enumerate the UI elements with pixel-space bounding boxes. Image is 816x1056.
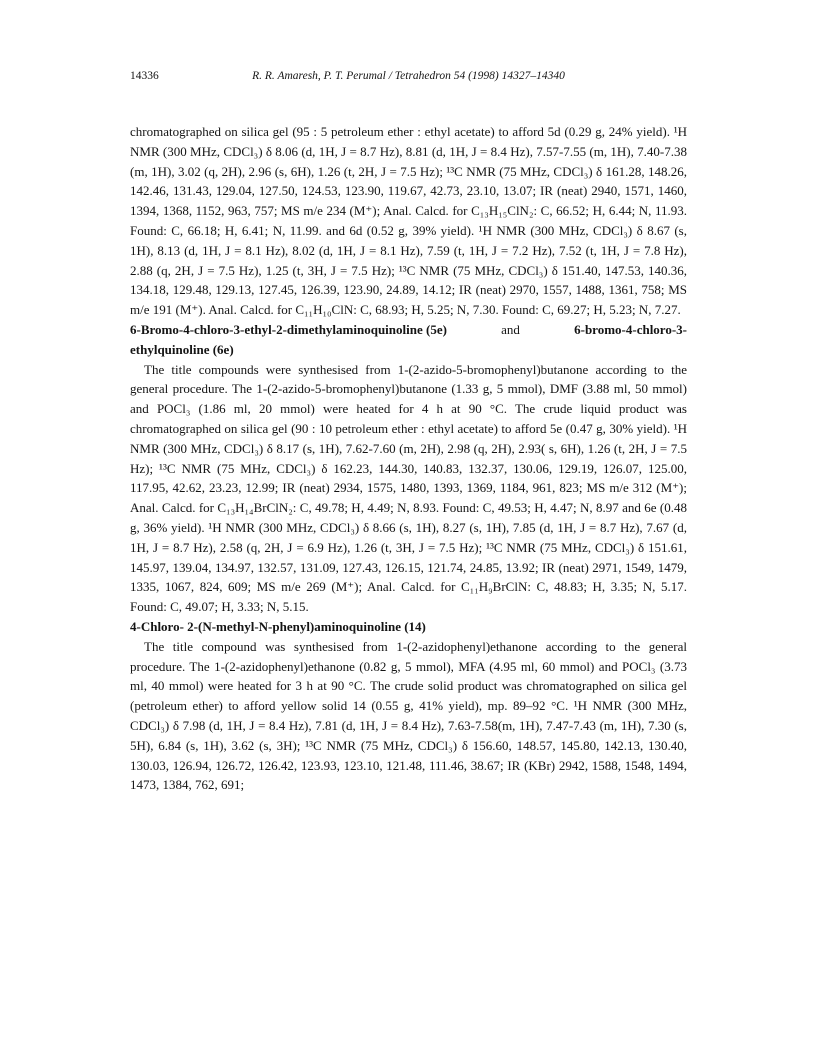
heading-6e-part2: ethylquinoline (6e) <box>130 341 234 357</box>
paper-page <box>130 70 687 795</box>
paragraph-14-procedure: The title compound was synthesised from 1-(2-azidophenyl)ethanone according to the general procedure. The 1-(2-azidophenyl)ethanone (0.82 g, 5 mmol), MFA (4.95 ml, 60 mmol) and POCl₃ (3.73 ml, 40 mmol) were heated for 3 h at 90 °C. The crude solid product was chromatographed on silica gel (petroleum ether) to afford yellow solid 14 (0.55 g, 41% yield), mp. 89–92 °C. ¹H NMR (300 MHz, CDCl₃) δ 7.98 (d, 1H, J = 8.4 Hz), 7.81 (d, 1H, J = 8.4 Hz), 7.63-7.58(m, 1H), 7.47-7.43 (m, 1H), 7.30 (s, 5H), 6.84 (s, 1H), 3.62 (s, 3H); ¹³C NMR (75 MHz, CDCl₃) δ 156.60, 148.57, 145.80, 142.13, 130.40, 130.03, 126.94, 126.72, 126.42, 123.93, 123.10, 121.48, 111.46, 38.67; IR (KBr) 2942, 1588, 1548, 1494, 1473, 1384, 762, 691; <box>130 638 687 793</box>
heading-and: and <box>501 321 520 337</box>
article-body <box>130 122 687 795</box>
paragraph-5d-6d-characterization: chromatographed on silica gel (95 : 5 petroleum ether : ethyl acetate) to afford 5d (0.29 g, 24% yield). ¹H NMR (300 MHz, CDCl₃) δ 8.06 (d, 1H, J = 8.7 Hz), 8.81 (d, 1H, J = 8.4 Hz), 7.57-7.55 (m, 1H), 7.40-7.38 (m, 1H), 3.02 (q, 2H), 2.96 (s, 6H), 1.26 (t, 2H, J = 7.5 Hz); ¹³C NMR (75 MHz, CDCl₃) δ 161.28, 148.26, 142.46, 131.43, 129.04, 127.50, 124.53, 123.90, 119.67, 42.73, 23.10, 13.07; IR (neat) 2940, 1571, 1460, 1394, 1368, 1152, 963, 757; MS m/e 234 (M⁺); Anal. Calcd. for C₁₃H₁₅ClN₂: C, 66.52; H, 6.44; N, 11.93. Found: C, 66.18; H, 6.41; N, 11.99. and 6d (0.52 g, 39% yield). ¹H NMR (300 MHz, CDCl₃) δ 8.67 (s, 1H), 8.13 (d, 1H, J = 8.1 Hz), 8.02 (d, 1H, J = 8.1 Hz), 7.59 (t, 1H, J = 7.2 Hz), 7.52 (t, 1H, J = 7.8 Hz), 2.88 (q, 2H, J = 7.5 Hz), 1.25 (t, 3H, J = 7.5 Hz); ¹³C NMR (75 MHz, CDCl₃) δ 151.40, 147.53, 140.36, 134.18, 129.48, 129.13, 127.45, 126.39, 123.90, 24.89, 14.12; IR (neat) 2970, 1557, 1488, 1361, 758; MS m/e 191 (M⁺). Anal. Calcd. for C₁₁H₁₀ClN: C, 68.93; H, 5.25; N, 7.30. Found: C, 69.27; H, 5.23; N, 7.27. <box>130 124 687 318</box>
page-number: 14336 <box>130 70 159 82</box>
section-heading-5e-6e <box>130 320 687 360</box>
journal-citation-header: R. R. Amaresh, P. T. Perumal / Tetrahedron 54 (1998) 14327–14340 <box>252 70 565 82</box>
running-header <box>130 70 687 90</box>
heading-5e: 6-Bromo-4-chloro-3-ethyl-2-dimethylaminoquinoline (5e) <box>130 321 447 337</box>
section-heading-14: 4-Chloro- 2-(N-methyl-N-phenyl)aminoquinoline (14) <box>130 618 426 634</box>
paragraph-5e-6e-procedure: The title compounds were synthesised from 1-(2-azido-5-bromophenyl)butanone according to the general procedure. The 1-(2-azido-5-bromophenyl)butanone (1.33 g, 5 mmol), DMF (3.88 ml, 50 mmol) and POCl₃ (1.86 ml, 20 mmol) were heated for 4 h at 90 °C. The crude liquid product was chromatographed on silica gel (90 : 10 petroleum ether : ethyl acetate) to afford 5e (0.47 g, 30% yield). ¹H NMR (300 MHz, CDCl₃) δ 8.17 (s, 1H), 7.62-7.60 (m, 2H), 2.98 (q, 2H), 2.93( s, 6H), 1.26 (t, 2H, J = 7.5 Hz); ¹³C NMR (75 MHz, CDCl₃) δ 162.23, 144.30, 140.83, 132.37, 130.06, 129.19, 126.07, 125.00, 117.95, 42.62, 23.23, 12.99; IR (neat) 2934, 1575, 1480, 1393, 1369, 1184, 961, 823; MS m/e 312 (M⁺); Anal. Calcd. for C₁₃H₁₄BrClN₂: C, 49.78; H, 4.49; N, 8.93. Found: C, 49.53; H, 4.47; N, 8.97 and 6e (0.48 g, 36% yield). ¹H NMR (300 MHz, CDCl₃) δ 8.66 (s, 1H), 8.27 (s, 1H), 7.85 (d, 1H, J = 8.7 Hz), 7.67 (d, 1H, J = 8.7 Hz), 2.58 (q, 2H, J = 6.9 Hz), 1.26 (t, 3H, J = 7.5 Hz); ¹³C NMR (75 MHz, CDCl₃) δ 151.61, 145.97, 139.04, 134.97, 132.57, 131.09, 127.43, 126.15, 121.74, 24.85, 13.92; IR (neat) 2971, 1549, 1479, 1335, 1067, 824, 609; MS m/e 269 (M⁺); Anal. Calcd. for C₁₁H₉BrClN: C, 48.83; H, 3.35; N, 5.17. Found: C, 49.07; H, 3.33; N, 5.15. <box>130 361 687 615</box>
heading-6e-part1: 6-bromo-4-chloro-3- <box>574 321 687 337</box>
